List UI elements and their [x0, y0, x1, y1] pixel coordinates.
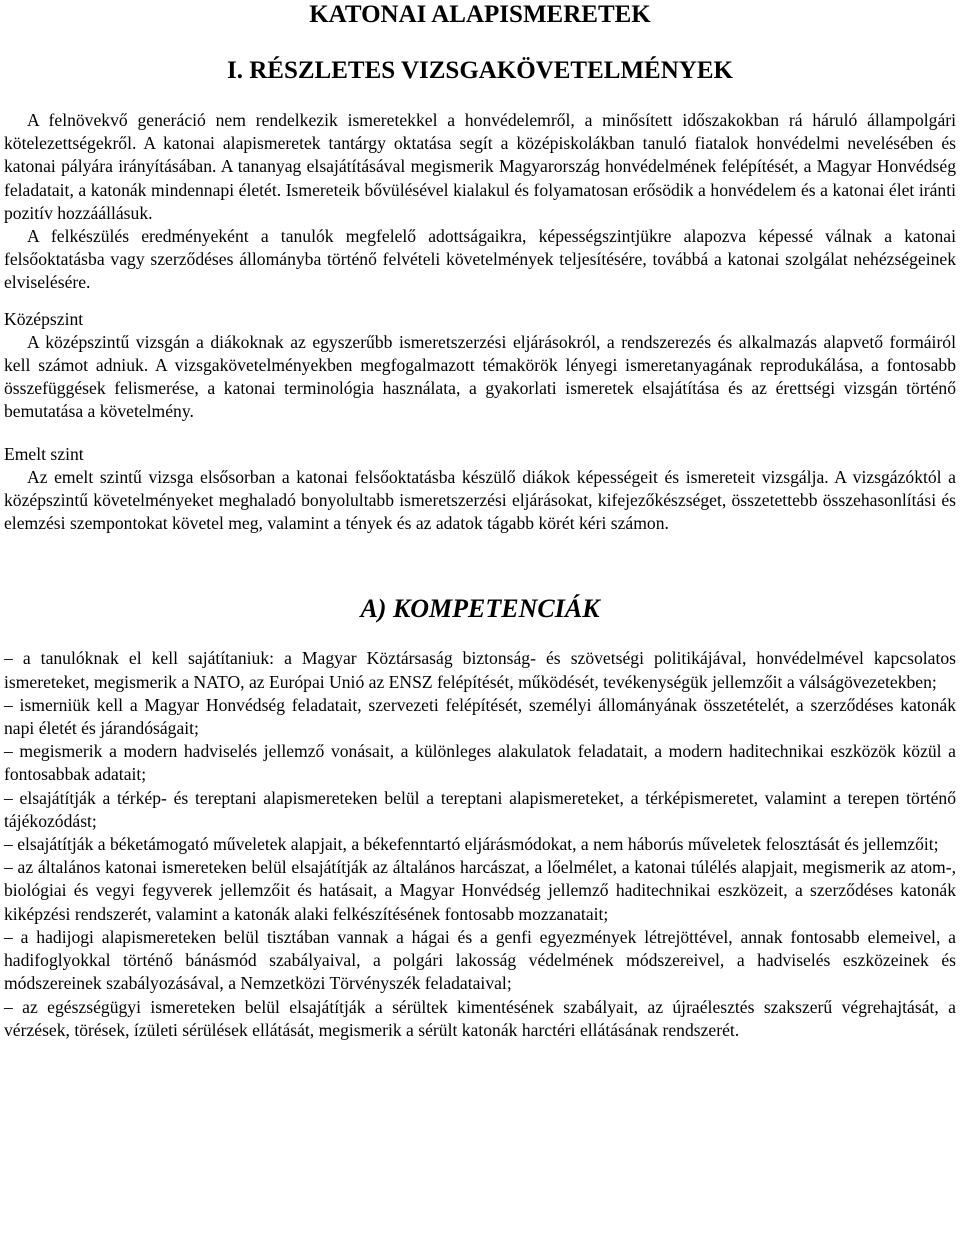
kompetencia-item: – elsajátítják a térkép- és tereptani alapismereteken belül a tereptani alapismereteket, a térképismeretet, valamint a terepen történő tájékozódást; — [4, 787, 956, 831]
kompetencia-item: – az egészségügyi ismereteken belül elsajátítják a sérültek kimentésének szabályait, az újraélesztés szakszerű végrehajtását, a vérzések, törések, ízületi sérülések ellátását, megismerik a sérült katonák harctéri ellátásának rendszerét. — [4, 996, 956, 1040]
emelt-text: Az emelt szintű vizsga elsősorban a katonai felsőoktatásba készülő diákok képességeit és ismereteit vizsgálja. A vizsgázóktól a középszintű követelményeket meghaladó bonyolultabb ismeretszerzési eljárásokat, kifejezőkészséget, összetettebb összehasonlítási és elemzési szempontokat követel meg, valamint a tények és az adatok tágabb körét kéri számon. — [4, 466, 956, 534]
kozepszint-text: A középszintű vizsgán a diákoknak az egyszerűbb ismeretszerzési eljárásokról, a rendszerezés és alkalmazás alapvető formáiról kell számot adniuk. A vizsgakövetelményekben megfogalmazott témakörök lényegi ismeretanyagának reprodukálása, a fontosabb összefüggések felismerése, a katonai terminológia használata, a gyakorlati ismeretek elsajátítása és az érettségi vizsgán történő bemutatása a követelmény. — [4, 331, 956, 422]
kompetencia-item: – a tanulóknak el kell sajátítaniuk: a Magyar Köztársaság biztonság- és szövetségi politikájával, honvédelmével kapcsolatos ismereteket, megismerik a NATO, az Európai Unió az ENSZ felépítését, működését, tevékenységük jellemzőit a válságövezetekben; — [4, 648, 956, 692]
document-subtitle: I. RÉSZLETES VIZSGAKÖVETELMÉNYEK — [227, 57, 733, 84]
kompetencia-list — [4, 647, 956, 1041]
emelt-heading: Emelt szint — [4, 443, 84, 464]
kompetencia-item: – a hadijogi alapismereteken belül tisztában vannak a hágai és a genfi egyezmények létrejöttével, annak fontosabb elemeivel, a hadifoglyokkal történő bánásmód szabályaival, a polgári lakosság védelmének módszereivel, a hadviselés eszközeinek és módszereinek szabályozásával, a Nemzetközi Törvényszék feladataival; — [4, 926, 956, 994]
kompetencia-item: – elsajátítják a béketámogató műveletek alapjait, a békefenntartó eljárásmódokat, a nem háborús műveletek felosztását és jellemzőit; — [4, 834, 939, 855]
document-title: KATONAI ALAPISMERETEK — [309, 1, 651, 28]
kompetencia-item: – megismerik a modern hadviselés jellemző vonásait, a különleges alakulatok feladatait, a modern haditechnikai eszközök közül a fontosabbak adatait; — [4, 741, 956, 785]
kompetencia-item: – az általános katonai ismereteken belül elsajátítják az általános harcászat, a lőelmélet, a katonai túlélés alapjait, megismerik az atom-, biológiai és vegyi fegyverek jellemzőit és hatásait, a Magyar Honvédség jellemző haditechnikai eszközeit, a szerződéses katonák kiképzési rendszerét, valamint a katonák alaki felkészítésének fontosabb mozzanatait; — [4, 857, 956, 924]
kompetenciak-heading: A) KOMPETENCIÁK — [360, 594, 600, 624]
kozepszint-heading: Középszint — [4, 308, 84, 329]
kompetencia-item: – ismerniük kell a Magyar Honvédség feladatait, szervezeti felépítését, személyi állományának összetételét, a szerződéses katonák napi életét és járandóságait; — [4, 694, 956, 739]
intro-paragraph-1: A felnövekvő generáció nem rendelkezik ismeretekkel a honvédelemről, a minősített időszakokban rá háruló állampolgári kötelezettségekről. A katonai alapismeretek tantárgy oktatása segít a középiskolákban tanuló fiatalok honvédelmi nevelésében és katonai pályára irányításában. A tananyag elsajátításával megismerik Magyarország honvédelmének felépítését, a Magyar Honvédség feladatait, a katonák mindennapi életét. Ismereteik bővülésével kialakul és folyamatosan erősödik a honvédelem és a katonai élet iránti pozitív hozzáállásuk. — [4, 110, 956, 223]
intro-paragraph-2: A felkészülés eredményeként a tanulók megfelelő adottságaikra, képességszintjükre alapozva képessé válnak a katonai felsőoktatásba vagy szerződéses állományba történő felvételi követelmények teljesítésére, továbbá a katonai szolgálat nehézségeinek elviselésére. — [4, 226, 956, 293]
